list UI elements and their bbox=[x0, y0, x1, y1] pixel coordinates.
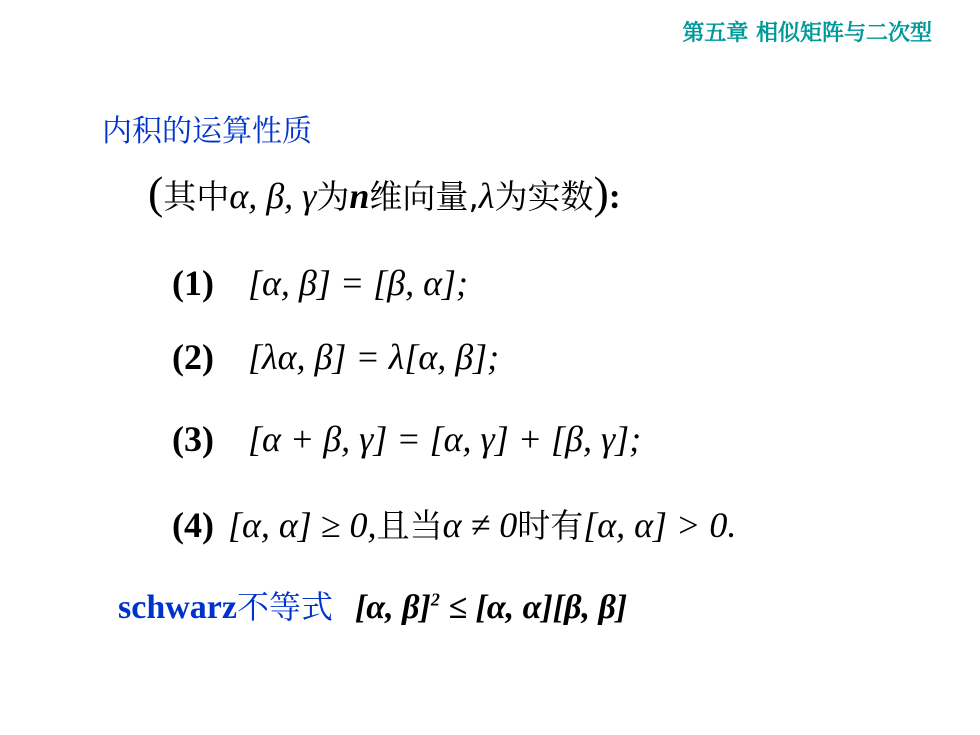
schwarz-label bbox=[118, 589, 333, 626]
property-text-a: 且当 bbox=[376, 506, 443, 545]
property-text-b: 时有 bbox=[517, 506, 584, 545]
schwarz-label-cjk: 不等式 bbox=[236, 588, 333, 626]
property-formula-c: [α, α] > 0. bbox=[583, 505, 737, 545]
open-paren: ( bbox=[148, 167, 164, 218]
condition-suffix: 为实数 bbox=[494, 177, 594, 216]
condition-line bbox=[148, 166, 621, 219]
property-number: (4) bbox=[172, 505, 214, 545]
property-number: (2) bbox=[172, 337, 214, 377]
property-1 bbox=[172, 262, 468, 304]
condition-vars: α, β, γ bbox=[229, 176, 317, 216]
condition-prefix: 其中 bbox=[163, 177, 230, 216]
schwarz-rhs: ≤ [α, α][β, β] bbox=[439, 589, 628, 626]
property-number: (3) bbox=[172, 419, 214, 459]
property-formula: [α, β] = [β, α]; bbox=[248, 263, 468, 303]
property-2 bbox=[172, 336, 499, 378]
condition-mid2: 维向量, bbox=[369, 177, 479, 216]
chapter-header: 第五章 相似矩阵与二次型 bbox=[682, 21, 932, 46]
schwarz-label-latin: schwarz bbox=[118, 589, 237, 626]
condition-mid: 为 bbox=[316, 177, 350, 216]
schwarz-exponent: 2 bbox=[430, 589, 440, 610]
property-number: (1) bbox=[172, 263, 214, 303]
schwarz-formula bbox=[355, 589, 627, 626]
property-formula: [λα, β] = λ[α, β]; bbox=[248, 337, 500, 377]
condition-lambda: λ bbox=[478, 176, 495, 216]
schwarz-lhs: [α, β] bbox=[354, 589, 431, 626]
property-formula-b: α ≠ 0 bbox=[442, 505, 518, 545]
condition-n: n bbox=[349, 176, 370, 216]
property-3 bbox=[172, 418, 641, 460]
condition-colon: : bbox=[608, 176, 621, 216]
section-title: 内积的运算性质 bbox=[102, 114, 312, 149]
property-formula: [α + β, γ] = [α, γ] + [β, γ]; bbox=[248, 419, 642, 459]
property-formula-a: [α, α] ≥ 0, bbox=[227, 505, 377, 545]
schwarz-inequality bbox=[118, 582, 627, 628]
close-paren: ) bbox=[593, 167, 609, 218]
property-4 bbox=[172, 500, 736, 547]
